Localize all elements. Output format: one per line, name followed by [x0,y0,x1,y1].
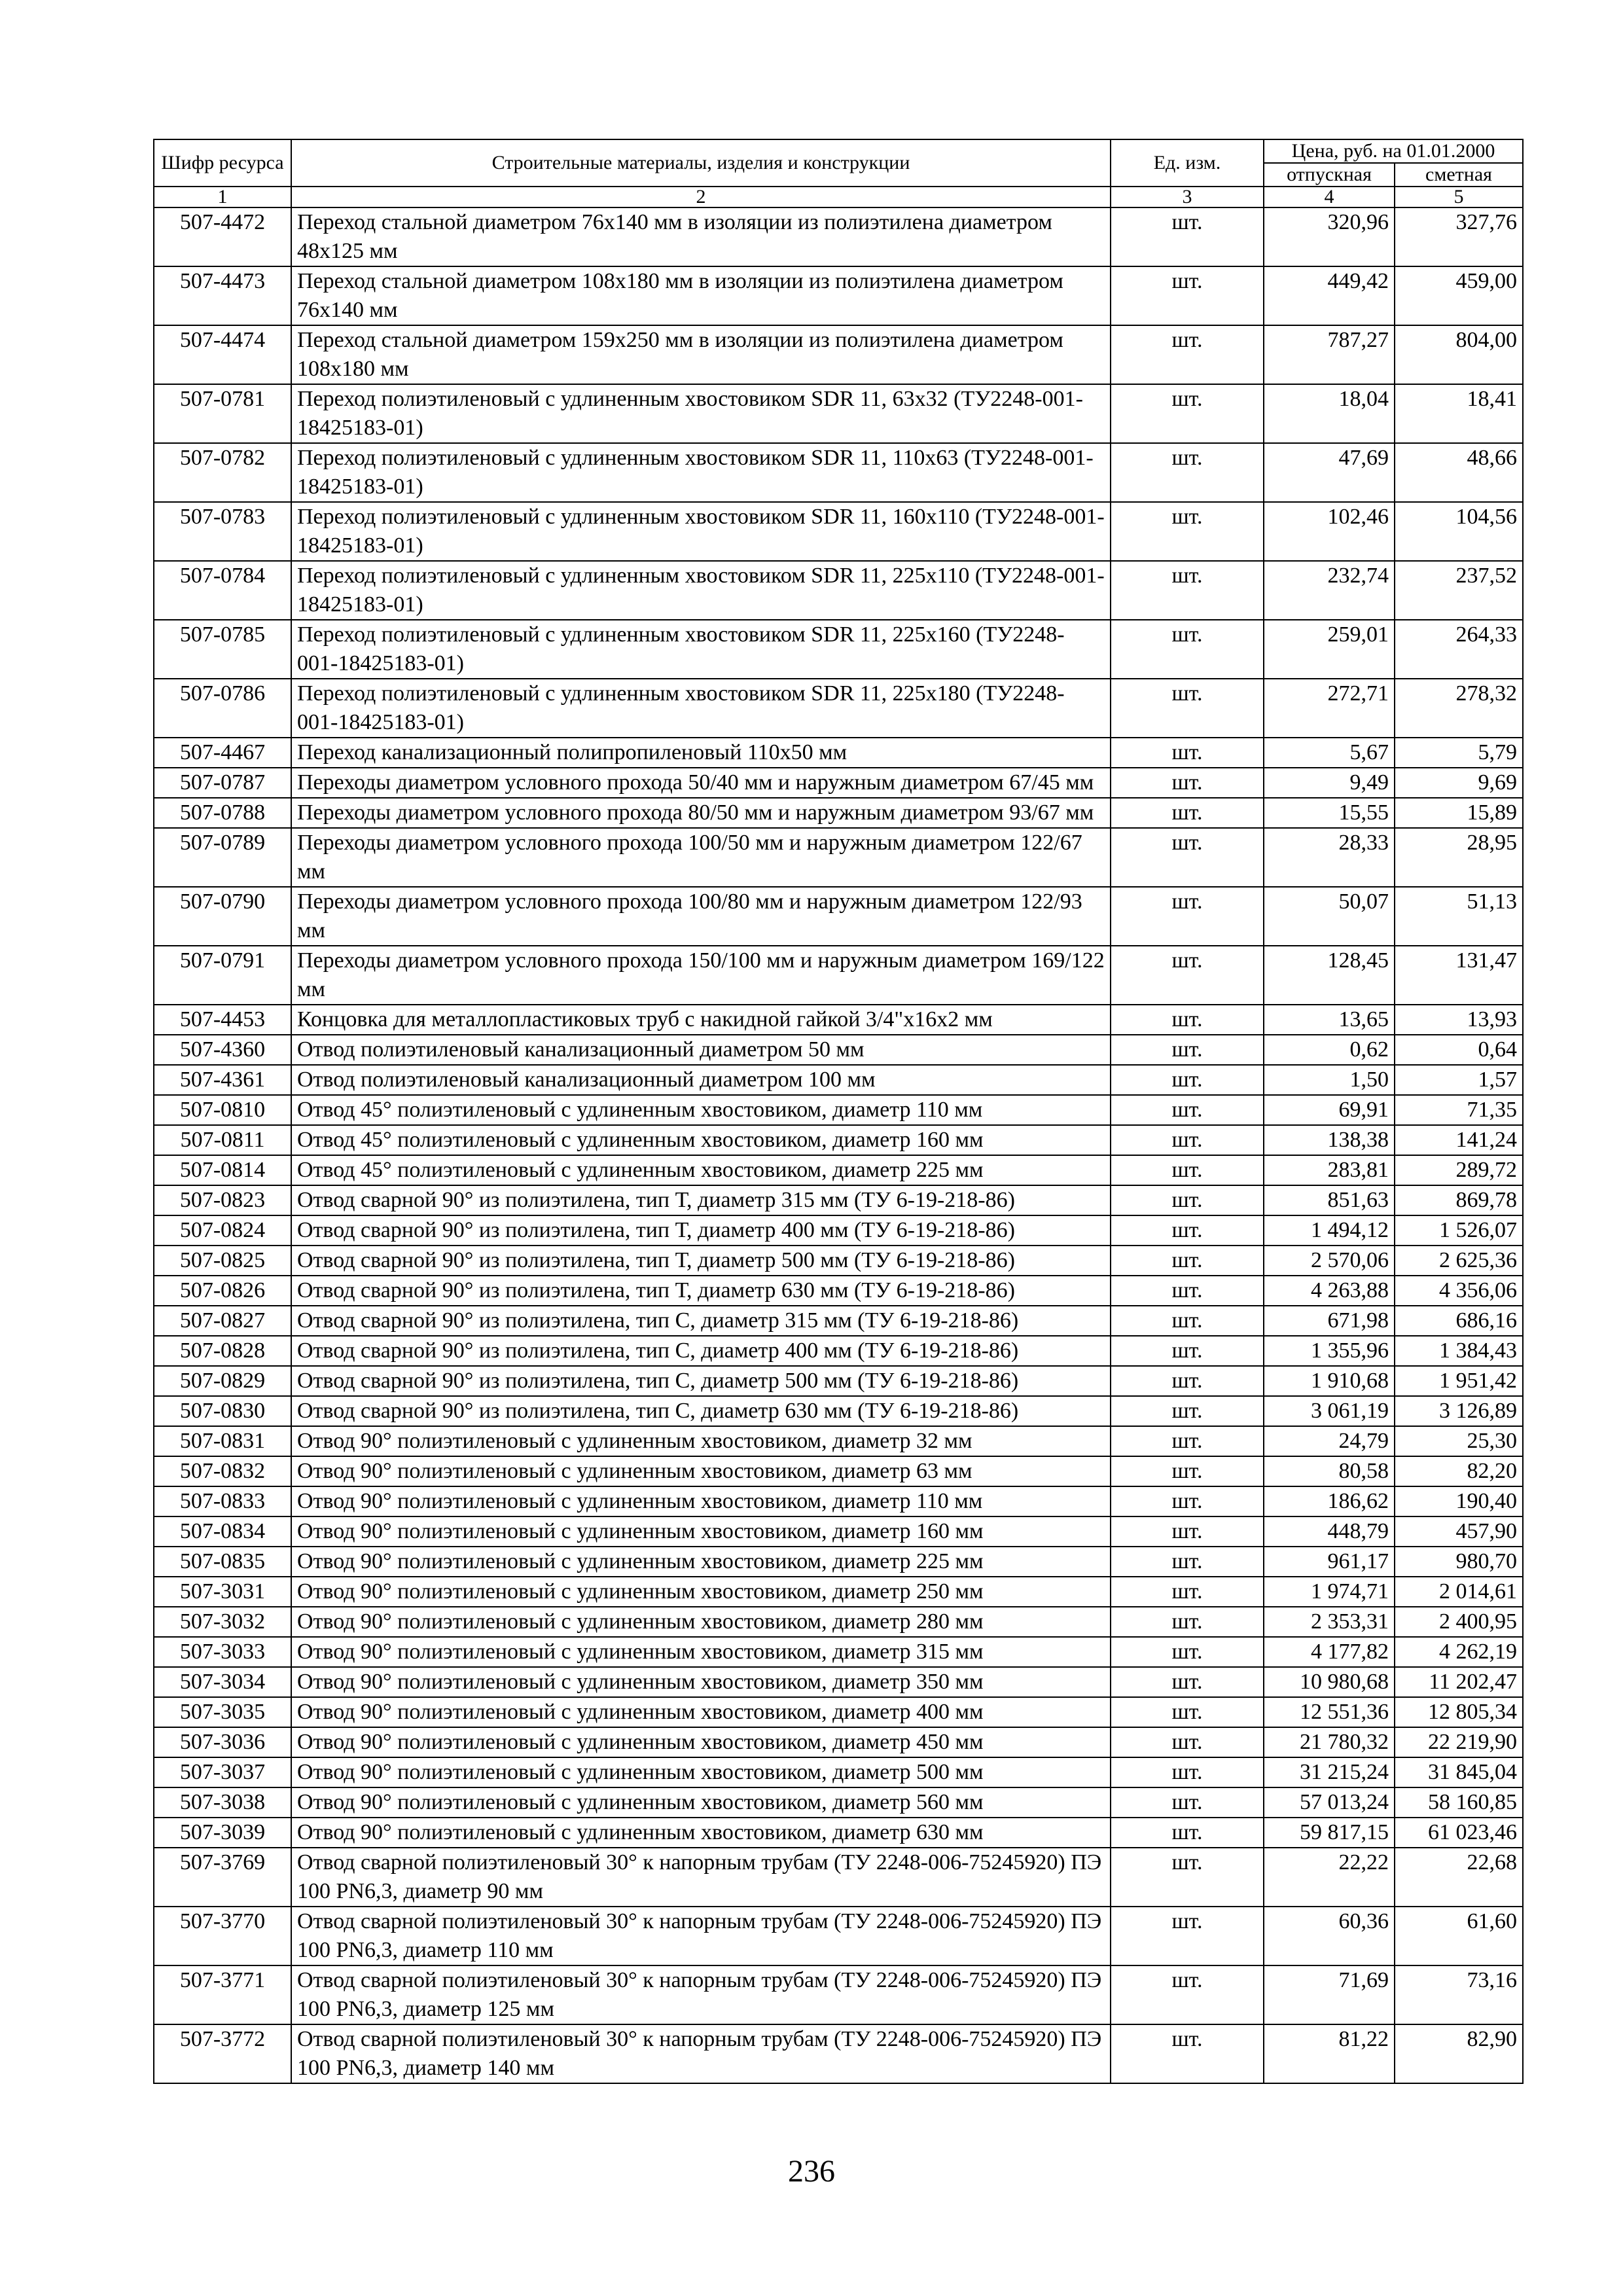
row-code: 507-3769 [154,1848,291,1907]
row-code: 507-0831 [154,1426,291,1456]
row-unit: шт. [1111,1095,1264,1125]
page-number: 236 [788,2154,835,2189]
row-price-estimate: 58 160,85 [1395,1787,1523,1818]
row-price-estimate: 61,60 [1395,1907,1523,1965]
table-row [154,738,1523,768]
row-price-estimate: 289,72 [1395,1155,1523,1185]
row-price-estimate: 5,79 [1395,738,1523,768]
table-row [154,1516,1523,1547]
row-name: Отвод 90° полиэтиленовый с удлиненным хвостовиком, диаметр 32 мм [291,1426,1111,1456]
row-name: Отвод 90° полиэтиленовый с удлиненным хвостовиком, диаметр 250 мм [291,1577,1111,1607]
row-code: 507-3036 [154,1727,291,1757]
row-code: 507-4473 [154,266,291,325]
row-price-release: 31 215,24 [1264,1757,1395,1787]
row-code: 507-0790 [154,887,291,946]
row-unit: шт. [1111,1005,1264,1035]
table-row [154,768,1523,798]
row-name: Отвод 90° полиэтиленовый с удлиненным хвостовиком, диаметр 225 мм [291,1547,1111,1577]
row-price-estimate: 48,66 [1395,443,1523,502]
table-row [154,887,1523,946]
row-price-estimate: 104,56 [1395,502,1523,561]
row-price-estimate: 31 845,04 [1395,1757,1523,1787]
row-unit: шт. [1111,798,1264,828]
row-name: Переходы диаметром условного прохода 50/40 мм и наружным диаметром 67/45 мм [291,768,1111,798]
row-code: 507-4453 [154,1005,291,1035]
table-row [154,679,1523,738]
row-code: 507-0830 [154,1396,291,1426]
row-code: 507-0834 [154,1516,291,1547]
row-name: Отвод полиэтиленовый канализационный диаметром 50 мм [291,1035,1111,1065]
row-price-estimate: 131,47 [1395,946,1523,1005]
row-code: 507-0789 [154,828,291,887]
table-row [154,1095,1523,1125]
table-row [154,2024,1523,2083]
row-code: 507-3037 [154,1757,291,1787]
row-price-release: 102,46 [1264,502,1395,561]
row-price-estimate: 13,93 [1395,1005,1523,1035]
row-price-estimate: 71,35 [1395,1095,1523,1125]
row-price-release: 9,49 [1264,768,1395,798]
row-code: 507-0814 [154,1155,291,1185]
table-row [154,1818,1523,1848]
row-name: Отвод сварной 90° из полиэтилена, тип Т, диаметр 630 мм (ТУ 6-19-218-86) [291,1276,1111,1306]
row-name: Концовка для металлопластиковых труб с накидной гайкой 3/4"x16x2 мм [291,1005,1111,1035]
row-code: 507-0824 [154,1215,291,1246]
table-row [154,325,1523,384]
row-code: 507-0784 [154,561,291,620]
row-name: Отвод сварной 90° из полиэтилена, тип С, диаметр 630 мм (ТУ 6-19-218-86) [291,1396,1111,1426]
row-price-release: 60,36 [1264,1907,1395,1965]
row-unit: шт. [1111,620,1264,679]
row-unit: шт. [1111,1667,1264,1697]
row-code: 507-0785 [154,620,291,679]
header-price-group: Цена, руб. на 01.01.2000 [1264,139,1523,163]
row-price-release: 259,01 [1264,620,1395,679]
row-unit: шт. [1111,828,1264,887]
table-row [154,1907,1523,1965]
row-code: 507-4361 [154,1065,291,1095]
row-price-release: 81,22 [1264,2024,1395,2083]
table-row [154,1965,1523,2024]
row-price-estimate: 3 126,89 [1395,1396,1523,1426]
table-row [154,1306,1523,1336]
row-name: Переход полиэтиленовый с удлиненным хвостовиком SDR 11, 225x160 (ТУ2248-001-18425183-01) [291,620,1111,679]
row-price-estimate: 869,78 [1395,1185,1523,1215]
row-price-estimate: 1 951,42 [1395,1366,1523,1396]
row-code: 507-0781 [154,384,291,443]
row-price-estimate: 141,24 [1395,1125,1523,1155]
row-unit: шт. [1111,1607,1264,1637]
row-price-release: 28,33 [1264,828,1395,887]
row-price-release: 10 980,68 [1264,1667,1395,1697]
row-price-release: 1,50 [1264,1065,1395,1095]
row-price-estimate: 2 014,61 [1395,1577,1523,1607]
row-name: Отвод полиэтиленовый канализационный диаметром 100 мм [291,1065,1111,1095]
row-name: Отвод 90° полиэтиленовый с удлиненным хвостовиком, диаметр 280 мм [291,1607,1111,1637]
row-name: Переходы диаметром условного прохода 150/100 мм и наружным диаметром 169/122 мм [291,946,1111,1005]
table-row [154,1065,1523,1095]
row-price-release: 449,42 [1264,266,1395,325]
row-name: Переход полиэтиленовый с удлиненным хвостовиком SDR 11, 63x32 (ТУ2248-001-18425183-01) [291,384,1111,443]
row-price-estimate: 278,32 [1395,679,1523,738]
row-price-release: 787,27 [1264,325,1395,384]
row-price-estimate: 2 400,95 [1395,1607,1523,1637]
row-price-release: 69,91 [1264,1095,1395,1125]
row-unit: шт. [1111,1125,1264,1155]
row-price-estimate: 4 262,19 [1395,1637,1523,1667]
table-header [154,139,1523,207]
row-price-estimate: 82,90 [1395,2024,1523,2083]
row-name: Отвод сварной полиэтиленовый 30° к напорным трубам (ТУ 2248-006-75245920) ПЭ 100 PN6,3, диаметр 90 мм [291,1848,1111,1907]
row-unit: шт. [1111,1456,1264,1486]
table-row [154,1456,1523,1486]
table-row [154,946,1523,1005]
table-row [154,502,1523,561]
row-unit: шт. [1111,1848,1264,1907]
row-name: Отвод 90° полиэтиленовый с удлиненным хвостовиком, диаметр 450 мм [291,1727,1111,1757]
row-unit: шт. [1111,946,1264,1005]
row-name: Отвод сварной 90° из полиэтилена, тип Т, диаметр 315 мм (ТУ 6-19-218-86) [291,1185,1111,1215]
row-code: 507-3770 [154,1907,291,1965]
row-price-estimate: 457,90 [1395,1516,1523,1547]
row-price-estimate: 28,95 [1395,828,1523,887]
row-unit: шт. [1111,1547,1264,1577]
row-name: Отвод 90° полиэтиленовый с удлиненным хвостовиком, диаметр 500 мм [291,1757,1111,1787]
row-price-release: 3 061,19 [1264,1396,1395,1426]
row-price-estimate: 804,00 [1395,325,1523,384]
row-price-release: 50,07 [1264,887,1395,946]
table-row [154,561,1523,620]
row-price-release: 18,04 [1264,384,1395,443]
row-price-estimate: 25,30 [1395,1426,1523,1456]
row-code: 507-0782 [154,443,291,502]
row-unit: шт. [1111,384,1264,443]
row-unit: шт. [1111,1426,1264,1456]
table-row [154,1757,1523,1787]
row-code: 507-0787 [154,768,291,798]
row-code: 507-0786 [154,679,291,738]
table-row [154,1215,1523,1246]
table-row [154,384,1523,443]
row-price-release: 4 177,82 [1264,1637,1395,1667]
row-code: 507-4360 [154,1035,291,1065]
table-row [154,1276,1523,1306]
row-unit: шт. [1111,1516,1264,1547]
row-name: Переходы диаметром условного прохода 100/80 мм и наружным диаметром 122/93 мм [291,887,1111,946]
row-unit: шт. [1111,768,1264,798]
table-row [154,1426,1523,1456]
row-price-estimate: 1 384,43 [1395,1336,1523,1366]
table-row [154,1577,1523,1607]
row-name: Переходы диаметром условного прохода 80/50 мм и наружным диаметром 93/67 мм [291,798,1111,828]
row-unit: шт. [1111,738,1264,768]
row-code: 507-3031 [154,1577,291,1607]
row-name: Переходы диаметром условного прохода 100/50 мм и наружным диаметром 122/67 мм [291,828,1111,887]
row-name: Отвод 45° полиэтиленовый с удлиненным хвостовиком, диаметр 160 мм [291,1125,1111,1155]
table-row [154,620,1523,679]
table-row [154,1125,1523,1155]
row-price-release: 1 494,12 [1264,1215,1395,1246]
row-price-release: 2 570,06 [1264,1246,1395,1276]
row-code: 507-4472 [154,207,291,266]
row-name: Отвод сварной 90° из полиэтилена, тип С, диаметр 315 мм (ТУ 6-19-218-86) [291,1306,1111,1336]
row-price-estimate: 51,13 [1395,887,1523,946]
row-code: 507-3035 [154,1697,291,1727]
table-row [154,1185,1523,1215]
row-code: 507-0829 [154,1366,291,1396]
header-col-number: 4 [1264,187,1395,207]
row-code: 507-0835 [154,1547,291,1577]
row-price-estimate: 980,70 [1395,1547,1523,1577]
row-unit: шт. [1111,1035,1264,1065]
row-price-release: 1 910,68 [1264,1366,1395,1396]
table-row [154,1727,1523,1757]
row-unit: шт. [1111,1396,1264,1426]
row-price-estimate: 327,76 [1395,207,1523,266]
row-unit: шт. [1111,1215,1264,1246]
row-name: Отвод сварной 90° из полиэтилена, тип С, диаметр 500 мм (ТУ 6-19-218-86) [291,1366,1111,1396]
row-price-estimate: 82,20 [1395,1456,1523,1486]
row-price-estimate: 190,40 [1395,1486,1523,1516]
row-unit: шт. [1111,1246,1264,1276]
row-price-release: 59 817,15 [1264,1818,1395,1848]
row-price-release: 138,38 [1264,1125,1395,1155]
row-unit: шт. [1111,679,1264,738]
row-name: Переход полиэтиленовый с удлиненным хвостовиком SDR 11, 110x63 (ТУ2248-001-18425183-01) [291,443,1111,502]
row-name: Отвод 90° полиэтиленовый с удлиненным хвостовиком, диаметр 315 мм [291,1637,1111,1667]
row-unit: шт. [1111,1486,1264,1516]
row-price-release: 2 353,31 [1264,1607,1395,1637]
row-unit: шт. [1111,266,1264,325]
row-price-estimate: 18,41 [1395,384,1523,443]
table-row [154,1848,1523,1907]
row-price-estimate: 9,69 [1395,768,1523,798]
row-code: 507-0833 [154,1486,291,1516]
row-unit: шт. [1111,1155,1264,1185]
row-price-release: 1 974,71 [1264,1577,1395,1607]
row-name: Отвод 90° полиэтиленовый с удлиненным хвостовиком, диаметр 560 мм [291,1787,1111,1818]
row-unit: шт. [1111,1306,1264,1336]
row-price-estimate: 264,33 [1395,620,1523,679]
row-name: Отвод 45° полиэтиленовый с удлиненным хвостовиком, диаметр 110 мм [291,1095,1111,1125]
row-name: Отвод сварной полиэтиленовый 30° к напорным трубам (ТУ 2248-006-75245920) ПЭ 100 PN6,3, диаметр 140 мм [291,2024,1111,2083]
price-table [153,139,1524,2084]
row-code: 507-4467 [154,738,291,768]
row-code: 507-0788 [154,798,291,828]
row-price-estimate: 22,68 [1395,1848,1523,1907]
row-unit: шт. [1111,1185,1264,1215]
row-name: Отвод сварной полиэтиленовый 30° к напорным трубам (ТУ 2248-006-75245920) ПЭ 100 PN6,3, диаметр 110 мм [291,1907,1111,1965]
row-price-release: 5,67 [1264,738,1395,768]
header-unit: Ед. изм. [1111,139,1264,187]
row-name: Переход полиэтиленовый с удлиненным хвостовиком SDR 11, 225x110 (ТУ2248-001-18425183-01) [291,561,1111,620]
row-price-release: 15,55 [1264,798,1395,828]
row-price-release: 448,79 [1264,1516,1395,1547]
row-price-release: 21 780,32 [1264,1727,1395,1757]
row-price-estimate: 15,89 [1395,798,1523,828]
row-price-release: 4 263,88 [1264,1276,1395,1306]
row-price-release: 320,96 [1264,207,1395,266]
row-price-release: 22,22 [1264,1848,1395,1907]
row-price-release: 24,79 [1264,1426,1395,1456]
row-unit: шт. [1111,1727,1264,1757]
header-col-number: 2 [291,187,1111,207]
row-price-estimate: 459,00 [1395,266,1523,325]
header-price-estimate: сметная [1395,163,1523,187]
row-code: 507-0823 [154,1185,291,1215]
row-code: 507-3033 [154,1637,291,1667]
row-unit: шт. [1111,887,1264,946]
table-row [154,1035,1523,1065]
table-row [154,1697,1523,1727]
row-code: 507-0791 [154,946,291,1005]
row-price-release: 57 013,24 [1264,1787,1395,1818]
row-name: Отвод сварной 90° из полиэтилена, тип Т, диаметр 400 мм (ТУ 6-19-218-86) [291,1215,1111,1246]
row-price-estimate: 73,16 [1395,1965,1523,2024]
row-code: 507-3772 [154,2024,291,2083]
row-price-release: 232,74 [1264,561,1395,620]
row-price-estimate: 11 202,47 [1395,1667,1523,1697]
row-price-estimate: 686,16 [1395,1306,1523,1336]
table-row [154,266,1523,325]
row-name: Отвод 90° полиэтиленовый с удлиненным хвостовиком, диаметр 350 мм [291,1667,1111,1697]
row-unit: шт. [1111,502,1264,561]
row-name: Отвод 90° полиэтиленовый с удлиненным хвостовиком, диаметр 630 мм [291,1818,1111,1848]
row-price-release: 671,98 [1264,1306,1395,1336]
row-unit: шт. [1111,1065,1264,1095]
row-name: Отвод сварной 90° из полиэтилена, тип Т, диаметр 500 мм (ТУ 6-19-218-86) [291,1246,1111,1276]
table-row [154,1155,1523,1185]
row-name: Отвод сварной 90° из полиэтилена, тип С, диаметр 400 мм (ТУ 6-19-218-86) [291,1336,1111,1366]
row-price-release: 128,45 [1264,946,1395,1005]
row-name: Переход стальной диаметром 76x140 мм в изоляции из полиэтилена диаметром 48x125 мм [291,207,1111,266]
table-row [154,443,1523,502]
row-price-release: 961,17 [1264,1547,1395,1577]
table-row [154,1667,1523,1697]
row-code: 507-0827 [154,1306,291,1336]
header-col-number: 1 [154,187,291,207]
table-row [154,1246,1523,1276]
row-price-release: 71,69 [1264,1965,1395,2024]
table-row [154,798,1523,828]
table-row [154,1547,1523,1577]
row-price-estimate: 1,57 [1395,1065,1523,1095]
row-name: Отвод 90° полиэтиленовый с удлиненным хвостовиком, диаметр 160 мм [291,1516,1111,1547]
row-unit: шт. [1111,1965,1264,2024]
header-col-number: 3 [1111,187,1264,207]
row-name: Отвод 90° полиэтиленовый с удлиненным хвостовиком, диаметр 400 мм [291,1697,1111,1727]
row-unit: шт. [1111,1577,1264,1607]
row-price-release: 1 355,96 [1264,1336,1395,1366]
table-row [154,1637,1523,1667]
row-code: 507-0825 [154,1246,291,1276]
row-unit: шт. [1111,1907,1264,1965]
row-price-estimate: 4 356,06 [1395,1276,1523,1306]
table-row [154,1787,1523,1818]
row-unit: шт. [1111,2024,1264,2083]
row-price-release: 851,63 [1264,1185,1395,1215]
row-unit: шт. [1111,561,1264,620]
row-price-estimate: 61 023,46 [1395,1818,1523,1848]
row-code: 507-3039 [154,1818,291,1848]
row-unit: шт. [1111,1637,1264,1667]
header-col-number: 5 [1395,187,1523,207]
row-price-estimate: 12 805,34 [1395,1697,1523,1727]
row-name: Переход полиэтиленовый с удлиненным хвостовиком SDR 11, 225x180 (ТУ2248-001-18425183-01) [291,679,1111,738]
header-code: Шифр ресурса [154,139,291,187]
table-body [154,207,1523,2083]
row-price-release: 186,62 [1264,1486,1395,1516]
row-price-release: 13,65 [1264,1005,1395,1035]
row-price-release: 283,81 [1264,1155,1395,1185]
table-row [154,1607,1523,1637]
row-unit: шт. [1111,207,1264,266]
header-name: Строительные материалы, изделия и конструкции [291,139,1111,187]
header-price-release: отпускная [1264,163,1395,187]
row-name: Отвод сварной полиэтиленовый 30° к напорным трубам (ТУ 2248-006-75245920) ПЭ 100 PN6,3, диаметр 125 мм [291,1965,1111,2024]
row-price-release: 12 551,36 [1264,1697,1395,1727]
table-row [154,1336,1523,1366]
row-name: Переход полиэтиленовый с удлиненным хвостовиком SDR 11, 160x110 (ТУ2248-001-18425183-01) [291,502,1111,561]
table-row [154,1366,1523,1396]
row-price-estimate: 237,52 [1395,561,1523,620]
row-unit: шт. [1111,1276,1264,1306]
row-code: 507-0810 [154,1095,291,1125]
row-code: 507-0828 [154,1336,291,1366]
row-price-estimate: 22 219,90 [1395,1727,1523,1757]
row-code: 507-0832 [154,1456,291,1486]
row-code: 507-3038 [154,1787,291,1818]
row-code: 507-0826 [154,1276,291,1306]
row-unit: шт. [1111,1757,1264,1787]
row-price-estimate: 0,64 [1395,1035,1523,1065]
row-name: Отвод 90° полиэтиленовый с удлиненным хвостовиком, диаметр 110 мм [291,1486,1111,1516]
row-name: Переход стальной диаметром 159x250 мм в изоляции из полиэтилена диаметром 108x180 мм [291,325,1111,384]
table-row [154,828,1523,887]
row-price-release: 0,62 [1264,1035,1395,1065]
row-unit: шт. [1111,1336,1264,1366]
row-unit: шт. [1111,1818,1264,1848]
row-code: 507-4474 [154,325,291,384]
table-row [154,1486,1523,1516]
row-name: Отвод 45° полиэтиленовый с удлиненным хвостовиком, диаметр 225 мм [291,1155,1111,1185]
row-code: 507-0783 [154,502,291,561]
row-price-estimate: 2 625,36 [1395,1246,1523,1276]
row-code: 507-0811 [154,1125,291,1155]
row-price-estimate: 1 526,07 [1395,1215,1523,1246]
table-row [154,207,1523,266]
row-unit: шт. [1111,1697,1264,1727]
row-code: 507-3032 [154,1607,291,1637]
row-unit: шт. [1111,325,1264,384]
row-price-release: 272,71 [1264,679,1395,738]
table-row [154,1005,1523,1035]
row-name: Переход канализационный полипропиленовый 110x50 мм [291,738,1111,768]
row-name: Отвод 90° полиэтиленовый с удлиненным хвостовиком, диаметр 63 мм [291,1456,1111,1486]
row-unit: шт. [1111,1366,1264,1396]
row-name: Переход стальной диаметром 108x180 мм в изоляции из полиэтилена диаметром 76x140 мм [291,266,1111,325]
row-code: 507-3034 [154,1667,291,1697]
row-price-release: 47,69 [1264,443,1395,502]
table-row [154,1396,1523,1426]
row-unit: шт. [1111,1787,1264,1818]
row-code: 507-3771 [154,1965,291,2024]
row-unit: шт. [1111,443,1264,502]
row-price-release: 80,58 [1264,1456,1395,1486]
